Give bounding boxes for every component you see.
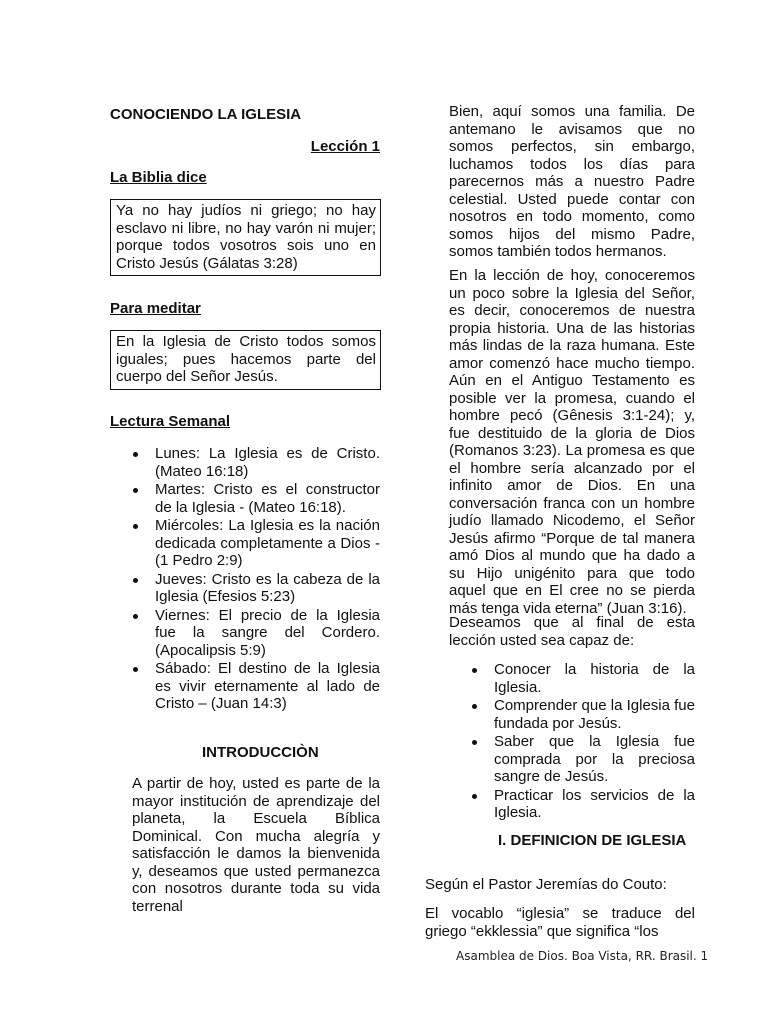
intro-heading: INTRODUCCIÒN bbox=[202, 744, 319, 761]
meditate-box: En la Iglesia de Cristo todos somos iguales; pues hacemos parte del cuerpo del Señor Jesús. bbox=[110, 330, 381, 390]
paragraph-goals-intro: Deseamos que al final de esta lección usted sea capaz de: bbox=[449, 614, 695, 649]
document-title: CONOCIENDO LA IGLESIA bbox=[110, 106, 302, 123]
list-item: Miércoles: La Iglesia es la nación dedicada completamente a Dios - (1 Pedro 2:9) bbox=[131, 517, 380, 570]
list-item: Conocer la historia de la Iglesia. bbox=[470, 661, 695, 696]
list-item: Comprender que la Iglesia fue fundada por Jesús. bbox=[470, 697, 695, 732]
paragraph-family: Bien, aquí somos una familia. De antemano le avisamos que no somos perfectos, sin embargo, luchamos todos los días para parecernos más a nuestro Padre celestial. Usted puede contar con nosotros en todo momento, como somos hijos del mismo Padre, somos también todos hermanos. bbox=[449, 103, 695, 260]
list-item: Viernes: El precio de la Iglesia fue la sangre del Cordero. (Apocalipsis 5:9) bbox=[131, 607, 380, 660]
section-heading: I. DEFINICION DE IGLESIA bbox=[498, 832, 687, 849]
list-item: Jueves: Cristo es la cabeza de la Iglesia (Efesios 5:23) bbox=[131, 571, 380, 606]
goals-list bbox=[470, 661, 695, 823]
list-item: Saber que la Iglesia fue comprada por la preciosa sangre de Jesús. bbox=[470, 733, 695, 786]
list-item: Martes: Cristo es el constructor de la Iglesia - (Mateo 16:18). bbox=[131, 481, 380, 516]
list-item: Lunes: La Iglesia es de Cristo. (Mateo 16:18) bbox=[131, 445, 380, 480]
page-footer: Asamblea de Dios. Boa Vista, RR. Brasil. 1 bbox=[456, 949, 709, 963]
weekly-reading-list bbox=[131, 445, 380, 714]
paragraph-definition: El vocablo “iglesia” se traduce del griego “ekklessia” que significa “los bbox=[425, 905, 695, 940]
bible-heading: La Biblia dice bbox=[110, 169, 207, 186]
list-item: Sábado: El destino de la Iglesia es vivir eternamente al lado de Cristo – (Juan 14:3) bbox=[131, 660, 380, 713]
bible-verse-box: Ya no hay judíos ni griego; no hay esclavo ni libre, no hay varón ni mujer; porque todos vosotros sois uno en Cristo Jesús (Gálatas 3:28) bbox=[110, 199, 381, 276]
intro-paragraph: A partir de hoy, usted es parte de la mayor institución de aprendizaje del planeta, la Escuela Bíblica Dominical. Con mucha alegría y satisfacción le damos la bienvenida y, deseamos que usted permanezca con nosotros durante toda su vida terrenal bbox=[132, 775, 380, 915]
weekly-reading-heading: Lectura Semanal bbox=[110, 413, 231, 430]
list-item: Practicar los servicios de la Iglesia. bbox=[470, 787, 695, 822]
paragraph-pastor: Según el Pastor Jeremías do Couto: bbox=[425, 876, 667, 893]
meditate-heading: Para meditar bbox=[110, 300, 201, 317]
paragraph-history: En la lección de hoy, conoceremos un poco sobre la Iglesia del Señor, es decir, conoceremos de nuestra propia historia. Una de las historias más lindas de la raza humana. Este amor comenzó hace mucho tiempo. Aún en el Antiguo Testamento es posible ver la promesa, cuando el hombre pecó (Gênesis 3:1-24); y, fue destituido de la gloria de Dios (Romanos 3:23). La promesa es que el hombre sería alcanzado por el infinito amor de Dios. En una conversación franca con un hombre judío llamado Nicodemo, el Señor Jesús afirmo “Porque de tal manera amó Dios al mundo que ha dado a su Hijo unigénito para que todo aquel que en El cree no se pierda más tenga vida eterna” (Juan 3:16). bbox=[449, 267, 695, 617]
lesson-number: Lección 1 bbox=[310, 138, 380, 155]
